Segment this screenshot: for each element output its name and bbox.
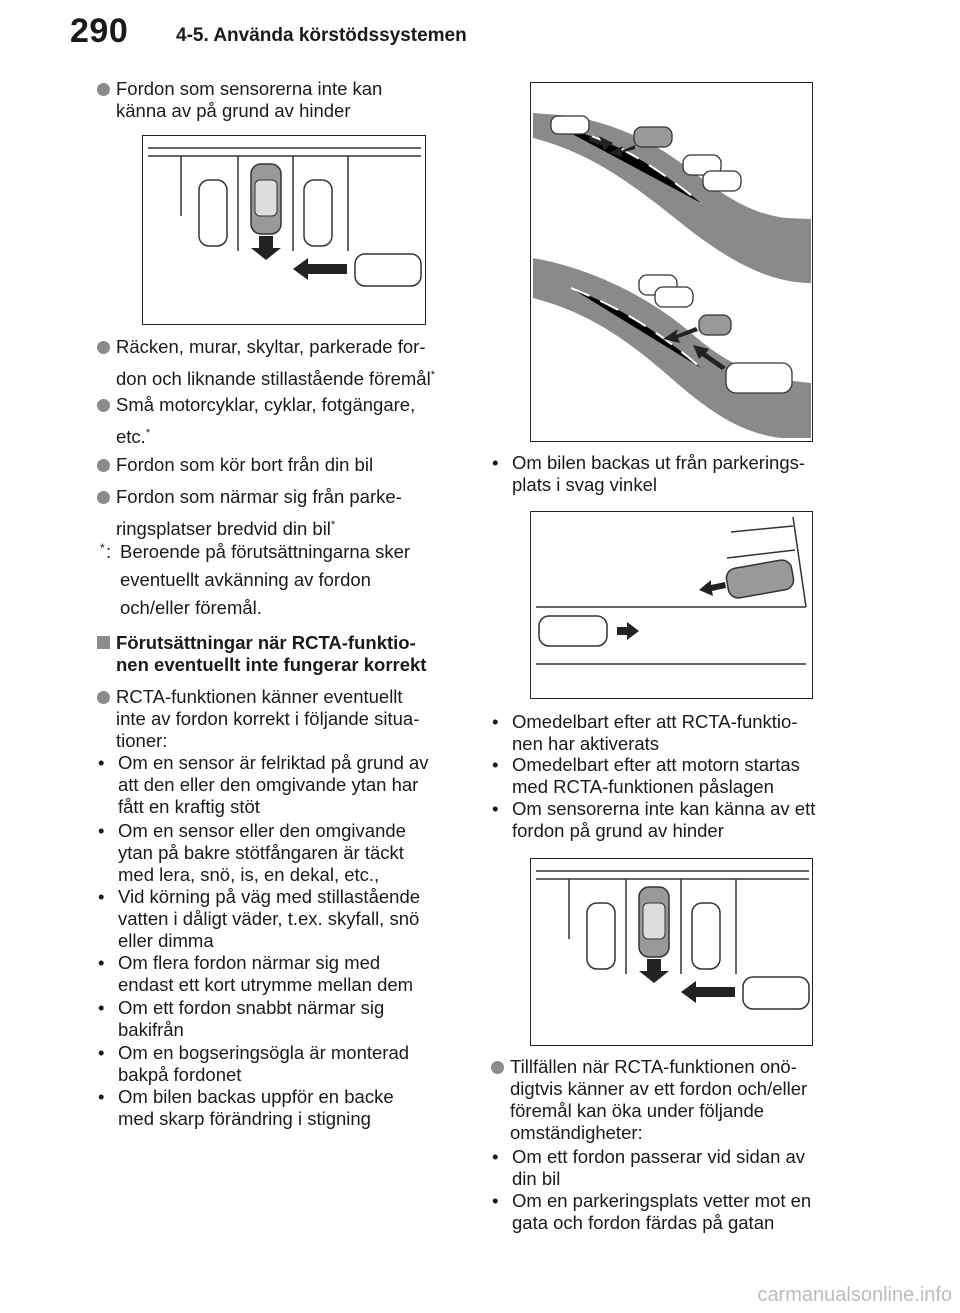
asterisk: * bbox=[145, 427, 151, 439]
asterisk: * bbox=[330, 519, 336, 531]
figure-angled-parking bbox=[530, 511, 813, 699]
bullet-icon bbox=[97, 691, 110, 704]
section-title: 4-5. Använda körstödssystemen bbox=[176, 25, 467, 46]
bullet-icon bbox=[97, 459, 110, 472]
bullet-icon bbox=[97, 341, 110, 354]
watermark: carmanualsonline.info bbox=[757, 1284, 952, 1306]
square-bullet-icon bbox=[97, 636, 110, 649]
figure-parking-obstacle-left bbox=[142, 135, 426, 325]
asterisk: * bbox=[430, 369, 435, 381]
figure-curved-road bbox=[530, 82, 813, 442]
bullet-icon bbox=[97, 491, 110, 504]
page-number: 290 bbox=[70, 12, 129, 50]
bullet-icon bbox=[97, 83, 110, 96]
bullet-icon bbox=[491, 1061, 504, 1074]
figure-parking-obstacle-right bbox=[530, 858, 813, 1046]
bullet-icon bbox=[97, 399, 110, 412]
footnote-mark: * bbox=[100, 541, 105, 555]
